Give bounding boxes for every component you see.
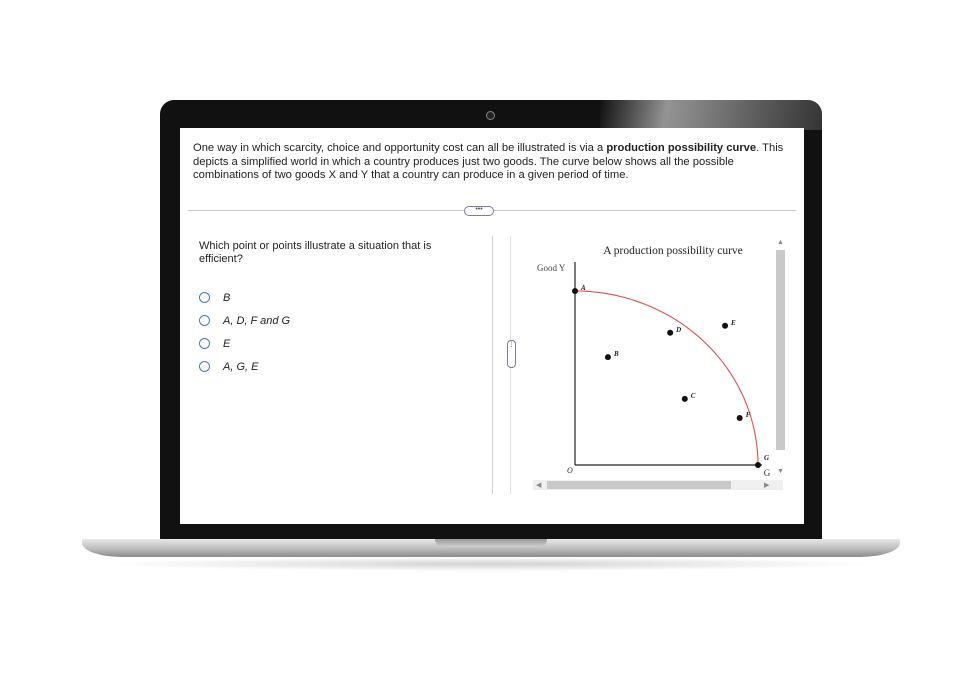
radio-button[interactable] [199, 292, 210, 303]
point-label-a: A [581, 284, 586, 292]
horizontal-resize-handle[interactable]: ••• [464, 206, 494, 216]
scroll-right-icon[interactable]: ▶ [764, 482, 770, 489]
bezel-reflection [600, 100, 822, 130]
vertical-resize-handle[interactable]: ⋮ [507, 340, 516, 368]
question-text: Which point or points illustrate a situation that is efficient? [199, 240, 432, 265]
radio-button[interactable] [199, 338, 210, 349]
point-d [667, 330, 673, 336]
point-label-b: B [613, 350, 619, 359]
point-b [605, 354, 611, 360]
point-e [722, 323, 728, 329]
point-a [572, 288, 578, 294]
option-label[interactable]: B [223, 291, 231, 304]
horizontal-scrollbar-thumb[interactable] [547, 481, 731, 489]
scroll-down-icon[interactable]: ▼ [777, 468, 784, 475]
option-row[interactable] [199, 332, 290, 355]
lid-notch [435, 539, 547, 547]
point-f [737, 415, 743, 421]
x-axis-label: G [763, 468, 771, 478]
intro-text-start: One way in which scarcity, choice and opportunity cost can all be illustrated is via a [193, 142, 607, 154]
intro-text-end: . This depicts a simplified world in which a country produces just two goods. The curve below shows all the possible combinations of two goods X and Y that a country can produce in a given period of time. [193, 142, 784, 181]
y-axis-label: Good Y [537, 263, 566, 273]
point-c [682, 396, 688, 402]
point-label-f: F [745, 411, 751, 420]
point-label-e: E [731, 318, 736, 327]
vertical-scrollbar-thumb[interactable] [776, 250, 785, 450]
chart-pane [530, 234, 790, 496]
camera-icon [486, 111, 495, 120]
point-label-d: D [676, 325, 682, 334]
ppc-chart [530, 234, 790, 496]
pane-divider [492, 236, 493, 494]
option-row[interactable] [199, 286, 290, 309]
ppc-curve [575, 291, 758, 465]
option-label[interactable]: A, G, E [223, 360, 259, 373]
chart-title: A production possibility curve [603, 245, 743, 257]
origin-label: O [567, 466, 573, 475]
screen [180, 128, 804, 524]
radio-button[interactable] [199, 315, 210, 326]
scroll-left-icon[interactable]: ◀ [536, 482, 542, 489]
radio-button[interactable] [199, 361, 210, 372]
scroll-up-icon[interactable]: ▲ [777, 239, 784, 246]
point-g [755, 462, 761, 468]
intro-bold-term: production possibility curve [606, 142, 757, 154]
option-label[interactable]: A, D, F and G [223, 314, 291, 327]
base-shadow [100, 557, 880, 571]
option-row[interactable] [199, 309, 290, 332]
point-label-g: G [764, 454, 770, 462]
point-label-c: C [690, 391, 696, 400]
intro-paragraph [193, 142, 793, 183]
chart-points [572, 284, 769, 468]
option-row[interactable] [199, 355, 290, 378]
answer-options [199, 286, 290, 378]
option-label[interactable]: E [223, 337, 231, 350]
